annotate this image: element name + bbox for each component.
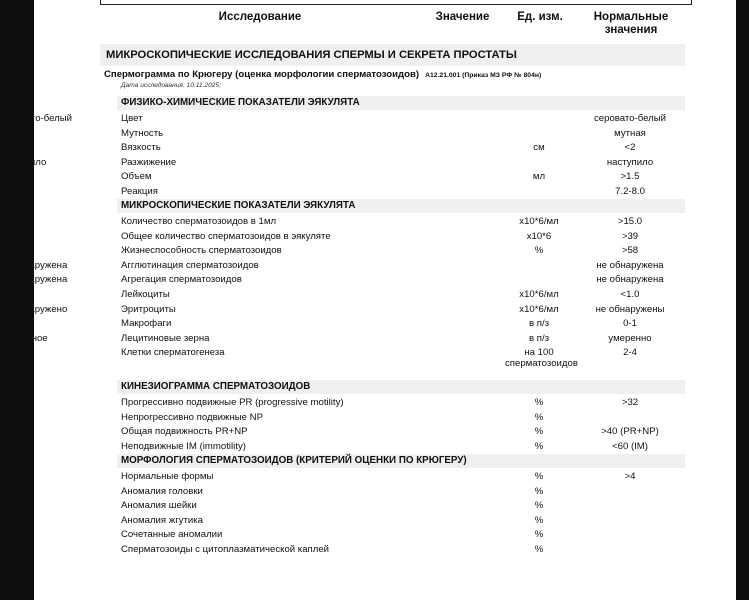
cell-value: 0.1 (0, 289, 14, 300)
main-section-header (100, 44, 685, 66)
cell-value: 1 (0, 347, 6, 359)
section-header (117, 454, 685, 468)
cell-norm: мутная (614, 127, 646, 139)
cell-name: Эритроциты (121, 303, 176, 315)
cell-unit: % (534, 500, 544, 512)
cell-name: Сочетанные аномалии (121, 529, 223, 541)
cell-value: 135 (0, 230, 17, 242)
cell-value: не обнаружена (0, 274, 68, 286)
cell-name: Макрофаги (121, 318, 172, 330)
cell-unit: % (534, 544, 544, 555)
cell-norm: <60 (IM) (612, 440, 648, 452)
cell-norm: не обнаружена (596, 259, 664, 271)
cell-value: 40 (0, 426, 11, 438)
cell-name: Общая подвижность PR+NP (121, 426, 248, 438)
cell-unit: в п/з (528, 332, 550, 344)
cell-name: Сперматозоиды с цитоплазматической каплей (121, 544, 330, 555)
cell-norm: 2-4 (623, 347, 637, 359)
cell-norm: серовато-белый (594, 113, 666, 124)
cell-norm: >15.0 (617, 216, 643, 227)
cell-name: Реакция (121, 186, 158, 197)
diagnosis-box (100, 0, 692, 5)
cell-norm: <2 (624, 142, 636, 154)
cell-unit: % (534, 471, 544, 482)
cell-name: Непрогрессивно подвижные NP (121, 411, 263, 423)
cell-unit: на 100 сперматозоидов (505, 347, 578, 370)
test-date: Дата исследования: 10.11.2025; (121, 82, 221, 89)
cell-unit: % (534, 411, 544, 423)
cell-value: не обнаружена (0, 259, 68, 271)
cell-unit: х10*6/мл (519, 303, 559, 315)
cell-value: 1 (0, 544, 6, 555)
cell-unit: % (534, 485, 544, 497)
cell-norm: >39 (621, 230, 639, 242)
cell-name: Лецитиновые зерна (121, 332, 210, 344)
test-title-text: Спермограмма по Крюгеру (оценка морфологии сперматозоидов) (104, 69, 420, 80)
cell-unit: % (534, 426, 544, 438)
cell-value: 60 (0, 440, 11, 452)
cell-norm: 7.2-8.0 (615, 186, 645, 197)
cell-unit: в п/з (528, 318, 550, 330)
section-header (117, 199, 685, 213)
section-header (117, 96, 685, 110)
header-unit: Ед. изм. (517, 11, 563, 23)
section-title: МОРФОЛОГИЯ СПЕРМАТОЗОИДОВ (КРИТЕРИЙ ОЦЕНКИ ПО КРЮГЕРУ) (121, 455, 467, 466)
cell-name: Аномалия жгутика (121, 514, 203, 526)
cell-norm: >58 (621, 245, 639, 257)
cell-unit: % (534, 514, 544, 526)
cell-unit: см (533, 142, 545, 154)
header-norm: Нормальные значения (593, 11, 669, 36)
cell-value: >58 (0, 245, 17, 257)
cell-unit: % (534, 397, 544, 408)
cell-value: 0.1 (0, 142, 14, 154)
cell-norm: не обнаружена (596, 274, 664, 286)
section-title: КИНЕЗИОГРАММА СПЕРМАТОЗОИДОВ (121, 381, 311, 392)
cell-norm: не обнаружены (595, 303, 665, 315)
section-header (117, 380, 685, 394)
cell-name: Разжижение (121, 156, 177, 168)
header-value: Значение (435, 11, 490, 23)
cell-norm: >32 (621, 397, 639, 408)
cell-value: 14 (0, 485, 11, 497)
cell-value: 50 (0, 216, 11, 227)
cell-name: Мутность (121, 127, 164, 139)
cell-unit: % (534, 529, 544, 541)
cell-norm: >40 (PR+NP) (601, 426, 659, 438)
cell-value: 26 (0, 397, 11, 408)
cell-norm: наступило (606, 156, 654, 168)
cell-norm: умеренно (608, 332, 652, 344)
test-title (104, 69, 541, 80)
cell-norm: <1.0 (620, 289, 640, 300)
cell-value: единичное (0, 332, 48, 344)
cell-name: Вязкость (121, 142, 161, 154)
cell-unit: мл (532, 171, 546, 183)
cell-value: 2.7 (0, 171, 14, 183)
cell-value: 14 (0, 411, 11, 423)
cell-norm: 0-1 (623, 318, 637, 330)
cell-value: 60 (0, 529, 11, 541)
cell-name: Цвет (121, 113, 143, 124)
cell-name: Агрегация сперматозоидов (121, 274, 242, 286)
cell-unit: х10*6/мл (519, 289, 559, 300)
section-title: МИКРОСКОПИЧЕСКИЕ ПОКАЗАТЕЛИ ЭЯКУЛЯТА (121, 200, 356, 211)
cell-name: Неподвижные IM (immotility) (121, 440, 246, 452)
cell-value: 7.5 (0, 186, 14, 197)
cell-unit: х10*6/мл (519, 216, 559, 227)
test-code: А12.21.001 (Приказ МЗ РФ № 804н) (425, 72, 542, 79)
cell-name: Аномалия головки (121, 485, 203, 497)
cell-name: Лейкоциты (121, 289, 170, 300)
cell-value: серовато-белый (0, 113, 72, 124)
cell-norm: >1.5 (620, 171, 640, 183)
cell-name: Нормальные формы (121, 471, 214, 482)
cell-unit: % (534, 440, 544, 452)
cell-value: 10 (0, 500, 11, 512)
cell-name: Объем (121, 171, 152, 183)
cell-name: Количество сперматозоидов в 1мл (121, 216, 277, 227)
cell-value: не обнаружено (0, 303, 68, 315)
cell-value: мутная (0, 127, 32, 139)
cell-value: 6 (0, 514, 6, 526)
cell-value: наступило (0, 156, 47, 168)
cell-name: Общее количество сперматозоидов в эякуляте (121, 230, 331, 242)
cell-unit: х10*6 (526, 230, 552, 242)
header-test: Исследование (218, 11, 302, 23)
cell-name: Прогрессивно подвижные PR (progressive motility) (121, 397, 344, 408)
cell-value: 0-1 (0, 318, 14, 330)
main-section-title: МИКРОСКОПИЧЕСКИЕ ИССЛЕДОВАНИЯ СПЕРМЫ И СЕКРЕТА ПРОСТАТЫ (106, 49, 517, 61)
cell-name: Жизнеспособность сперматозоидов (121, 245, 282, 257)
cell-name: Клетки сперматогенеза (121, 347, 225, 359)
cell-name: Аномалия шейки (121, 500, 197, 512)
cell-unit: % (534, 245, 544, 257)
section-title: ФИЗИКО-ХИМИЧЕСКИЕ ПОКАЗАТЕЛИ ЭЯКУЛЯТА (121, 97, 360, 108)
cell-norm: >4 (624, 471, 636, 482)
cell-name: Агглютинация сперматозоидов (121, 259, 259, 271)
cell-value: 9 (0, 471, 6, 482)
